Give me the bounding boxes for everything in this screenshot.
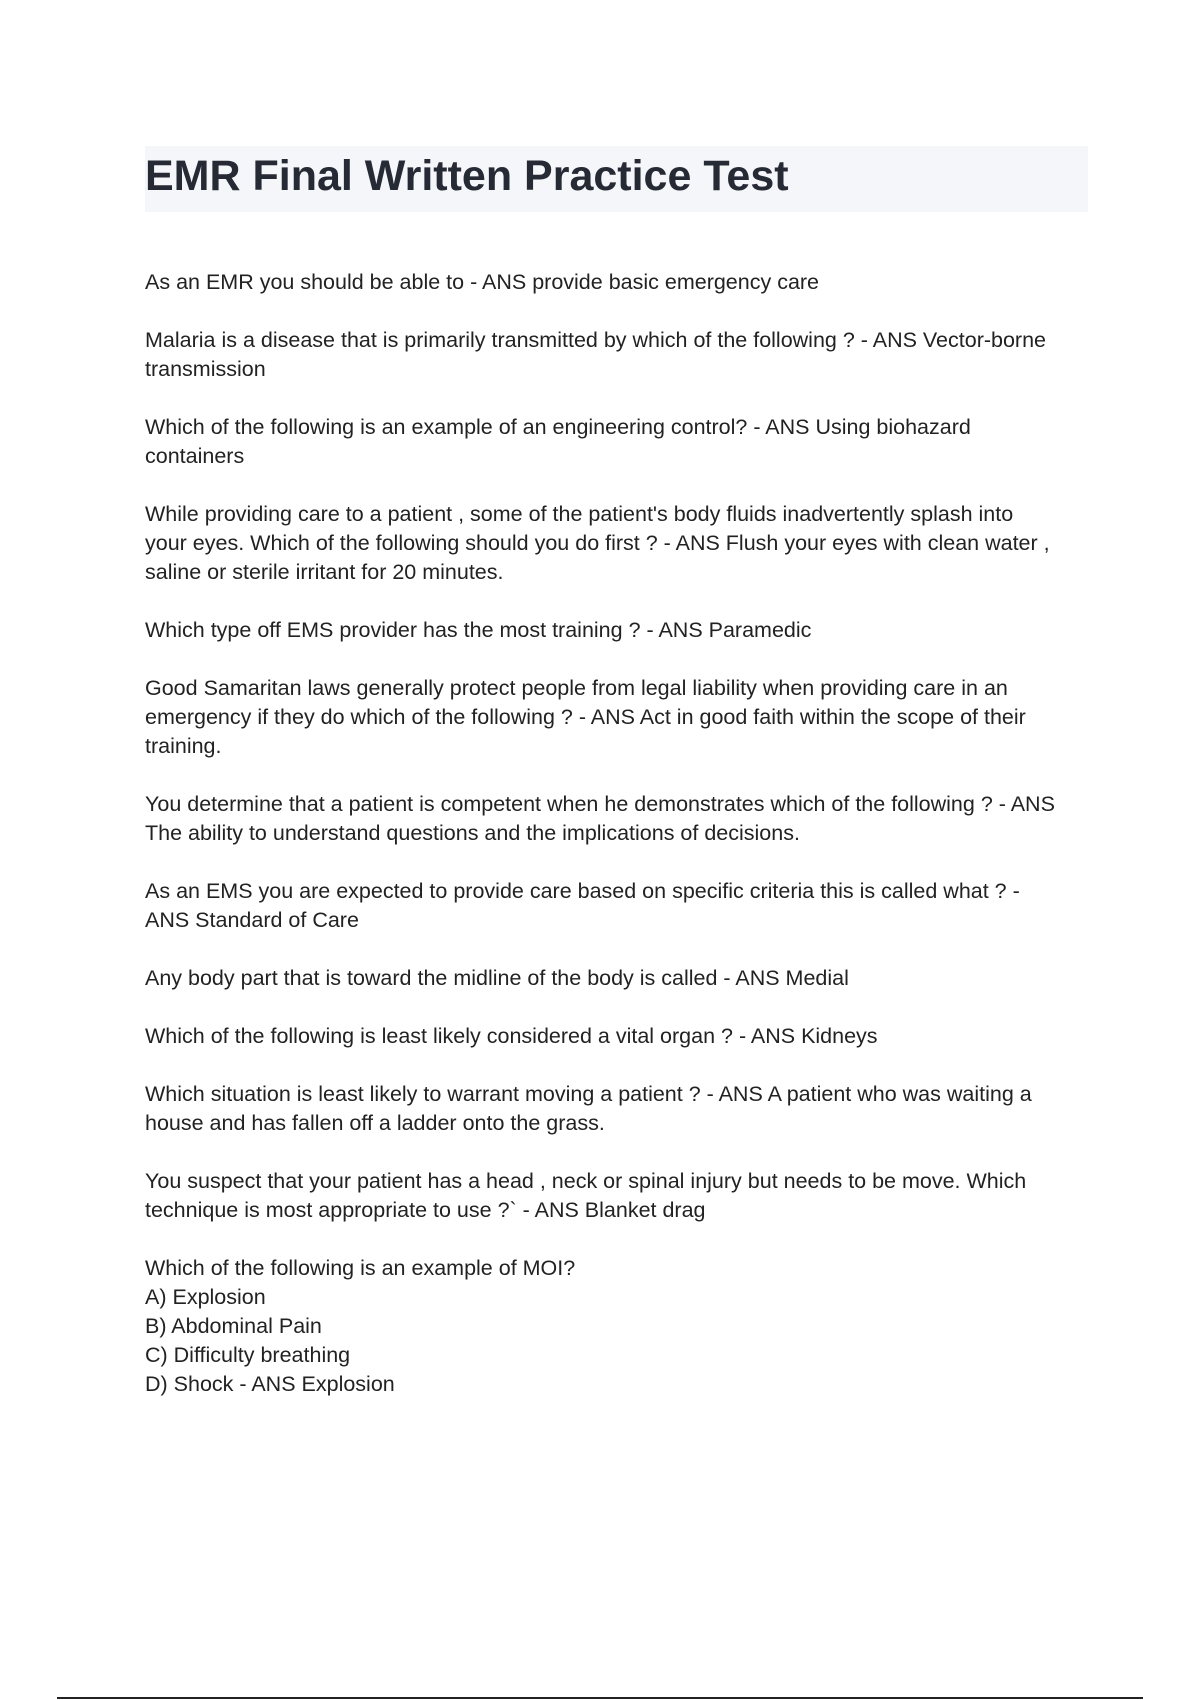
qa-item: Which of the following is an example of an engineering control? - ANS Using biohazard containers bbox=[145, 415, 971, 468]
qa-item: Good Samaritan laws generally protect people from legal liability when providing care in an emergency if they do which of the following ? - ANS Act in good faith within the scope of their training. bbox=[145, 676, 1026, 758]
qa-item: Any body part that is toward the midline of the body is called - ANS Medial bbox=[145, 966, 849, 990]
qa-item: Which situation is least likely to warrant moving a patient ? - ANS A patient who was waiting a house and has fallen off a ladder onto the grass. bbox=[145, 1082, 1032, 1135]
qa-item: You suspect that your patient has a head , neck or spinal injury but needs to be move. Which technique is most appropriate to use ?` - ANS Blanket drag bbox=[145, 1169, 1027, 1222]
title-banner bbox=[145, 146, 1088, 212]
qa-item: Malaria is a disease that is primarily transmitted by which of the following ? - ANS Vector-borne transmission bbox=[145, 328, 1047, 381]
qa-item: Which of the following is an example of MOI? A) Explosion B) Abdominal Pain C) Difficulty breathing D) Shock - ANS Explosion bbox=[145, 1256, 576, 1396]
qa-item: Which type off EMS provider has the most training ? - ANS Paramedic bbox=[145, 618, 812, 642]
page-title: EMR Final Written Practice Test bbox=[145, 152, 789, 200]
qa-item: As an EMR you should be able to - ANS provide basic emergency care bbox=[145, 270, 820, 294]
question-answer-list bbox=[145, 268, 1095, 1428]
qa-item: You determine that a patient is competent when he demonstrates which of the following ? - ANS The ability to understand questions and the implications of decisions. bbox=[145, 792, 1055, 845]
footer-divider bbox=[57, 1697, 1143, 1699]
qa-item: Which of the following is least likely considered a vital organ ? - ANS Kidneys bbox=[145, 1024, 878, 1048]
qa-item: As an EMS you are expected to provide care based on specific criteria this is called what ? - ANS Standard of Care bbox=[145, 879, 1020, 932]
qa-item: While providing care to a patient , some of the patient's body fluids inadvertently splash into your eyes. Which of the following should you do first ? - ANS Flush your eyes with clean water , saline or sterile irritant for 20 minutes. bbox=[145, 502, 1050, 584]
